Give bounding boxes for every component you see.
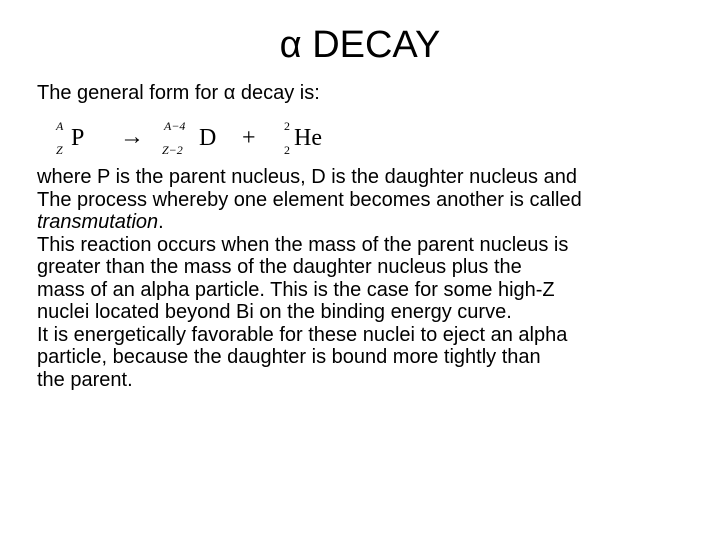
- alpha-decay-equation: [52, 116, 352, 160]
- paragraph-line: nuclei located beyond Bi on the binding energy curve.: [37, 301, 512, 323]
- body-text: [37, 166, 707, 391]
- paragraph-line: greater than the mass of the daughter nucleus plus the: [37, 256, 522, 278]
- paragraph-definitions: [37, 166, 707, 189]
- paragraph-reaction-condition: [37, 234, 707, 324]
- parent-atomic-number: Z: [56, 143, 63, 157]
- alpha-atomic-number: 2: [284, 143, 290, 157]
- paragraph-line: particle, because the daughter is bound more tightly than: [37, 346, 541, 368]
- paragraph-line: where P is the parent nucleus, D is the daughter nucleus and: [37, 166, 577, 188]
- paragraph-line: [37, 211, 707, 234]
- daughter-mass-number: A−4: [164, 119, 186, 133]
- daughter-atomic-number: Z−2: [162, 143, 183, 157]
- paragraph-line: mass of an alpha particle. This is the case for some high-Z: [37, 278, 555, 301]
- paragraph-line: The process whereby one element becomes another is called: [37, 188, 582, 211]
- slide-title: α DECAY: [279, 24, 441, 66]
- paragraph-line: the parent.: [37, 368, 133, 391]
- reaction-arrow: →: [120, 124, 144, 150]
- alpha-mass-number: 2: [284, 119, 290, 133]
- intro-text: The general form for α decay is:: [37, 82, 320, 104]
- paragraph-line: This reaction occurs when the mass of the parent nucleus is: [37, 233, 569, 256]
- plus-sign: +: [242, 125, 256, 151]
- parent-symbol: P: [71, 125, 85, 151]
- alpha-symbol: He: [294, 125, 322, 151]
- daughter-symbol: D: [199, 125, 217, 151]
- paragraph-transmutation: [37, 189, 707, 234]
- paragraph-energetics: [37, 324, 707, 392]
- paragraph-line: It is energetically favorable for these nuclei to eject an alpha: [37, 323, 568, 346]
- parent-mass-number: A: [56, 119, 64, 133]
- transmutation-term: transmutation: [37, 211, 159, 233]
- sentence-period: .: [158, 211, 164, 233]
